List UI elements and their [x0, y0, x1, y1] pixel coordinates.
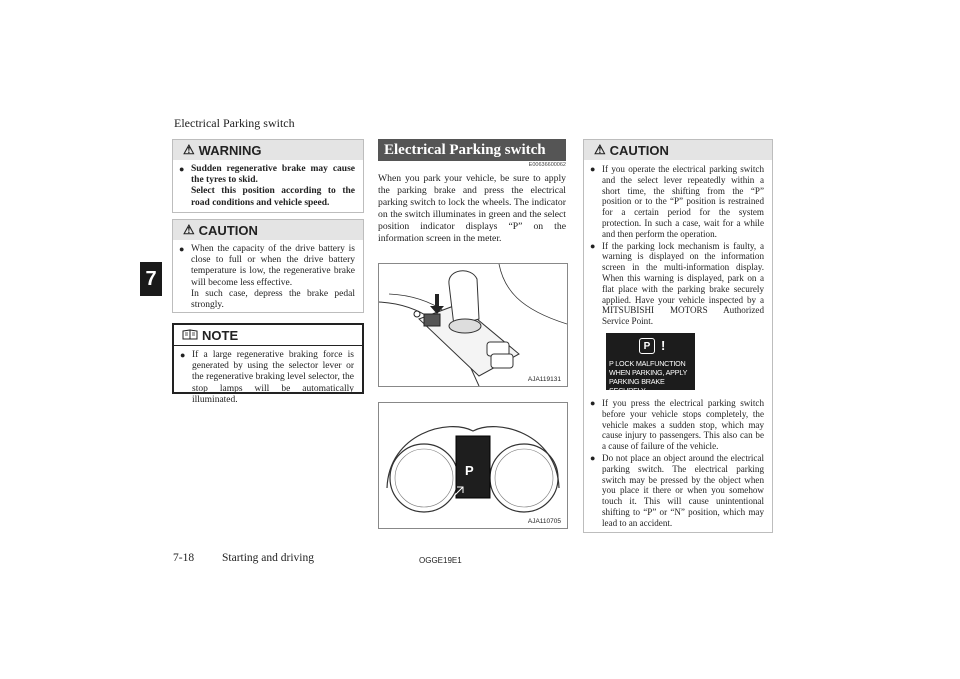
bullet-icon: ● — [590, 397, 596, 408]
list-item — [590, 453, 764, 529]
caution-text: Do not place an object around the electrical parking switch. The electrical parking switch may be pressed by the object when you place it there or when you somehow touch it. This will cause unintentional shifting to “P” or “N” position, which may lead to an accident. — [602, 452, 764, 528]
caution-header — [173, 220, 363, 240]
list-item — [590, 164, 764, 240]
page-number: 7-18 — [173, 552, 195, 564]
bullet-icon: ● — [180, 350, 186, 360]
warning-title: WARNING — [198, 142, 262, 158]
bullet-icon: ● — [590, 240, 596, 251]
warning-triangle-icon: ⚠ — [594, 142, 606, 157]
list-item — [179, 244, 355, 311]
note-text: If a large regenerative braking force is generated by using the selector lever or the regenerative braking level selector, the stop lamps will be automatically illuminated. — [192, 350, 354, 405]
figure-meter — [378, 402, 568, 529]
list-item — [590, 398, 764, 452]
warning-body — [173, 160, 363, 216]
warning-line: Select this position according to the road conditions and vehicle speed. — [191, 186, 355, 208]
chapter-tab: 7 — [140, 262, 162, 296]
doc-code: OGGE19E1 — [419, 556, 462, 565]
caution-title: CAUTION — [609, 142, 669, 158]
caution-body — [173, 240, 363, 318]
note-title: NOTE — [202, 327, 239, 343]
warning-line: Sudden regenerative brake may cause the tyres to skid. — [191, 164, 355, 186]
list-item — [179, 164, 355, 209]
footer-section: Starting and driving — [222, 552, 314, 564]
meter-p-indicator: P — [465, 463, 474, 478]
list-item — [180, 350, 354, 406]
note-body — [174, 346, 362, 413]
running-head: Electrical Parking switch — [174, 116, 295, 130]
bullet-icon: ● — [179, 244, 185, 254]
warning-header — [173, 140, 363, 160]
caution-text: If you press the electrical parking switch before your vehicle stops completely, the vehicle makes a sudden stop, which may cause injury to passengers. This also can be a cause of failure of the vehicle. — [602, 397, 764, 452]
screen-line: WHEN PARKING, APPLY — [609, 368, 688, 377]
warning-box — [172, 139, 364, 213]
caution-text: If you operate the electrical parking switch and the select lever repeatedly within a short time, the shifting from the “P” position or to the “P” position is restrained for a certain period for the system protection. In such a case, wait for a while and then perform the operation. — [602, 164, 764, 239]
exclamation-icon: ! — [661, 338, 666, 353]
bullet-icon: ● — [179, 164, 185, 174]
section-intro: When you park your vehicle, be sure to apply the parking brake and press the electrical parking switch to lock the wheels. The indicator on the switch illuminates in green and the select position indicator displays “P” on the information screen in the meter. — [378, 173, 566, 245]
warning-triangle-icon: ⚠ — [183, 142, 195, 157]
section-title: Electrical Parking switch — [378, 139, 566, 161]
note-icon — [182, 328, 198, 343]
caution-header — [584, 140, 772, 160]
p-lock-warning-screen — [606, 333, 695, 395]
caution-title: CAUTION — [198, 222, 258, 238]
caution-text: If the parking lock mechanism is faulty, a warning is displayed on the information screen in the multi-information display. When this warning is displayed, park on a flat place with the parking brake securely applied. Have your vehicle inspected by a MITSUBISHI MOTORS Authorized Service Point. — [602, 240, 764, 327]
p-icon: P — [639, 338, 655, 354]
note-header — [174, 325, 362, 346]
screen-line: PARKING BRAKE SECURELY — [609, 377, 665, 395]
section-code: E00636600062 — [528, 162, 566, 168]
screen-line: P LOCK MALFUNCTION — [609, 359, 686, 368]
parking-switch-illustration — [379, 264, 567, 386]
figure-label: AJA119131 — [527, 376, 561, 383]
caution-line: In such case, depress the brake pedal strongly. — [191, 288, 355, 311]
bullet-icon: ● — [590, 452, 596, 463]
list-item — [590, 241, 764, 327]
figure-parking-switch — [378, 263, 568, 387]
caution-box-left — [172, 219, 364, 313]
caution-line: When the capacity of the drive battery is close to full or when the drive battery temperature is low, the regenerative brake will become less effective. — [191, 244, 355, 288]
bullet-icon: ● — [590, 164, 596, 174]
note-box — [172, 323, 364, 405]
figure-label: AJA110705 — [527, 518, 561, 525]
warning-triangle-icon: ⚠ — [183, 222, 195, 237]
screen-message — [609, 359, 695, 395]
